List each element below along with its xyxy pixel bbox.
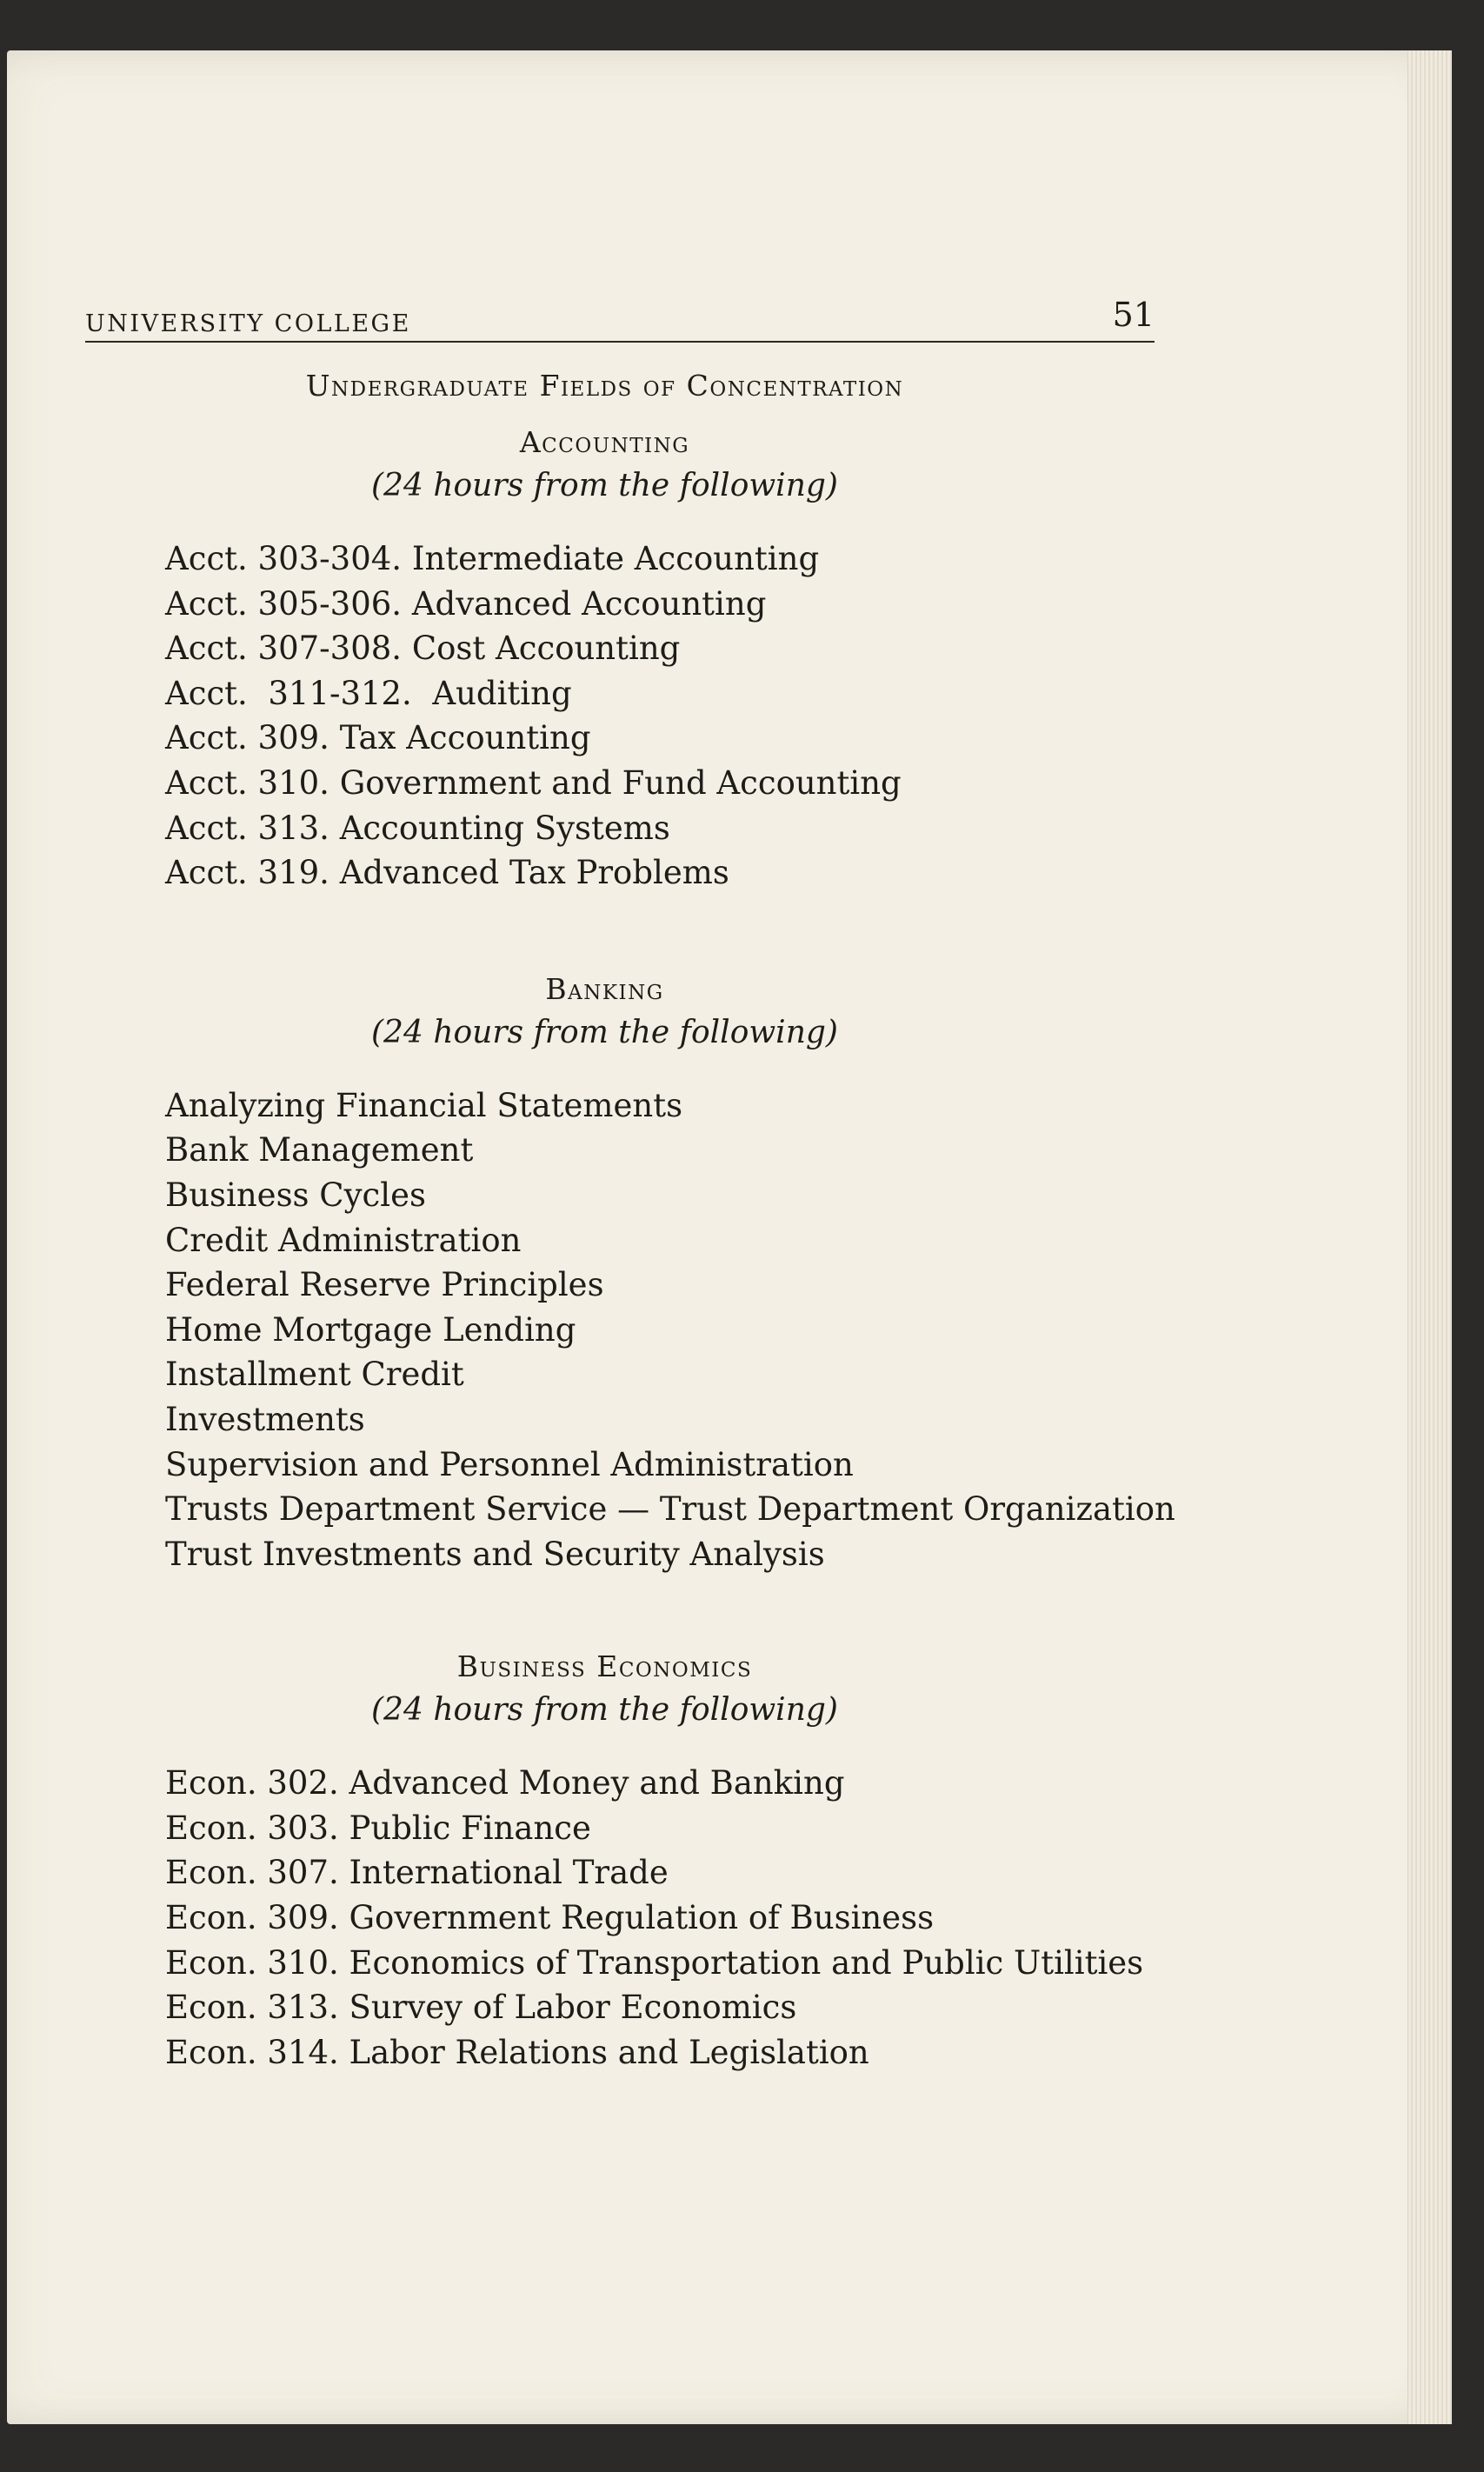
list-item: Econ. 302. Advanced Money and Banking bbox=[165, 1764, 845, 1802]
course-list bbox=[165, 536, 1155, 896]
course-list bbox=[165, 1083, 1175, 1577]
list-item: Acct. 309. Tax Accounting bbox=[165, 719, 591, 757]
section-title: Accounting bbox=[519, 425, 690, 459]
page-heading: Undergraduate Fields of Concentration bbox=[305, 369, 904, 403]
list-item: Econ. 313. Survey of Labor Economics bbox=[165, 1989, 797, 2027]
page-content bbox=[85, 285, 1175, 2075]
page-edges bbox=[1407, 50, 1452, 2424]
section-title: Banking bbox=[545, 971, 664, 1006]
section-note: (24 hours from the following) bbox=[371, 1014, 838, 1050]
list-item: Acct. 307-308. Cost Accounting bbox=[165, 630, 681, 668]
list-item: Acct. 305-306. Advanced Accounting bbox=[165, 584, 767, 623]
list-item: Bank Management bbox=[165, 1131, 474, 1169]
page-number: 51 bbox=[1112, 296, 1155, 334]
section-title: Business Economics bbox=[456, 1649, 753, 1684]
list-item: Econ. 309. Government Regulation of Business bbox=[165, 1899, 935, 1937]
list-item: Econ. 310. Economics of Transportation and Public Utilities bbox=[165, 1943, 1144, 1982]
list-item: Acct. 313. Accounting Systems bbox=[165, 809, 670, 847]
list-item: Acct. 311-312. Auditing bbox=[165, 674, 572, 712]
list-item: Investments bbox=[165, 1400, 365, 1438]
list-item: Home Mortgage Lending bbox=[165, 1310, 576, 1349]
list-item: Trusts Department Service — Trust Department Organization bbox=[165, 1490, 1175, 1529]
section-business-economics bbox=[85, 1649, 1155, 2075]
list-item: Econ. 314. Labor Relations and Legislation bbox=[165, 2033, 869, 2071]
running-head-title: UNIVERSITY COLLEGE bbox=[85, 310, 411, 337]
section-banking bbox=[85, 971, 1175, 1577]
list-item: Acct. 310. Government and Fund Accounting bbox=[165, 763, 902, 802]
list-item: Credit Administration bbox=[165, 1221, 522, 1259]
list-item: Supervision and Personnel Administration bbox=[165, 1445, 854, 1483]
book-page bbox=[7, 50, 1452, 2424]
list-item: Econ. 303. Public Finance bbox=[165, 1809, 591, 1847]
list-item: Econ. 307. International Trade bbox=[165, 1854, 669, 1892]
list-item: Installment Credit bbox=[165, 1356, 464, 1394]
list-item: Analyzing Financial Statements bbox=[165, 1086, 683, 1124]
list-item: Federal Reserve Principles bbox=[165, 1266, 604, 1304]
section-note: (24 hours from the following) bbox=[371, 1692, 838, 1729]
section-note: (24 hours from the following) bbox=[371, 468, 838, 503]
list-item: Acct. 303-304. Intermediate Accounting bbox=[165, 540, 820, 577]
course-list bbox=[165, 1761, 1155, 2075]
list-item: Acct. 319. Advanced Tax Problems bbox=[165, 854, 729, 892]
list-item: Trust Investments and Security Analysis bbox=[165, 1535, 825, 1573]
section-accounting bbox=[85, 425, 1155, 896]
running-head bbox=[85, 285, 1155, 343]
list-item: Business Cycles bbox=[165, 1176, 426, 1214]
